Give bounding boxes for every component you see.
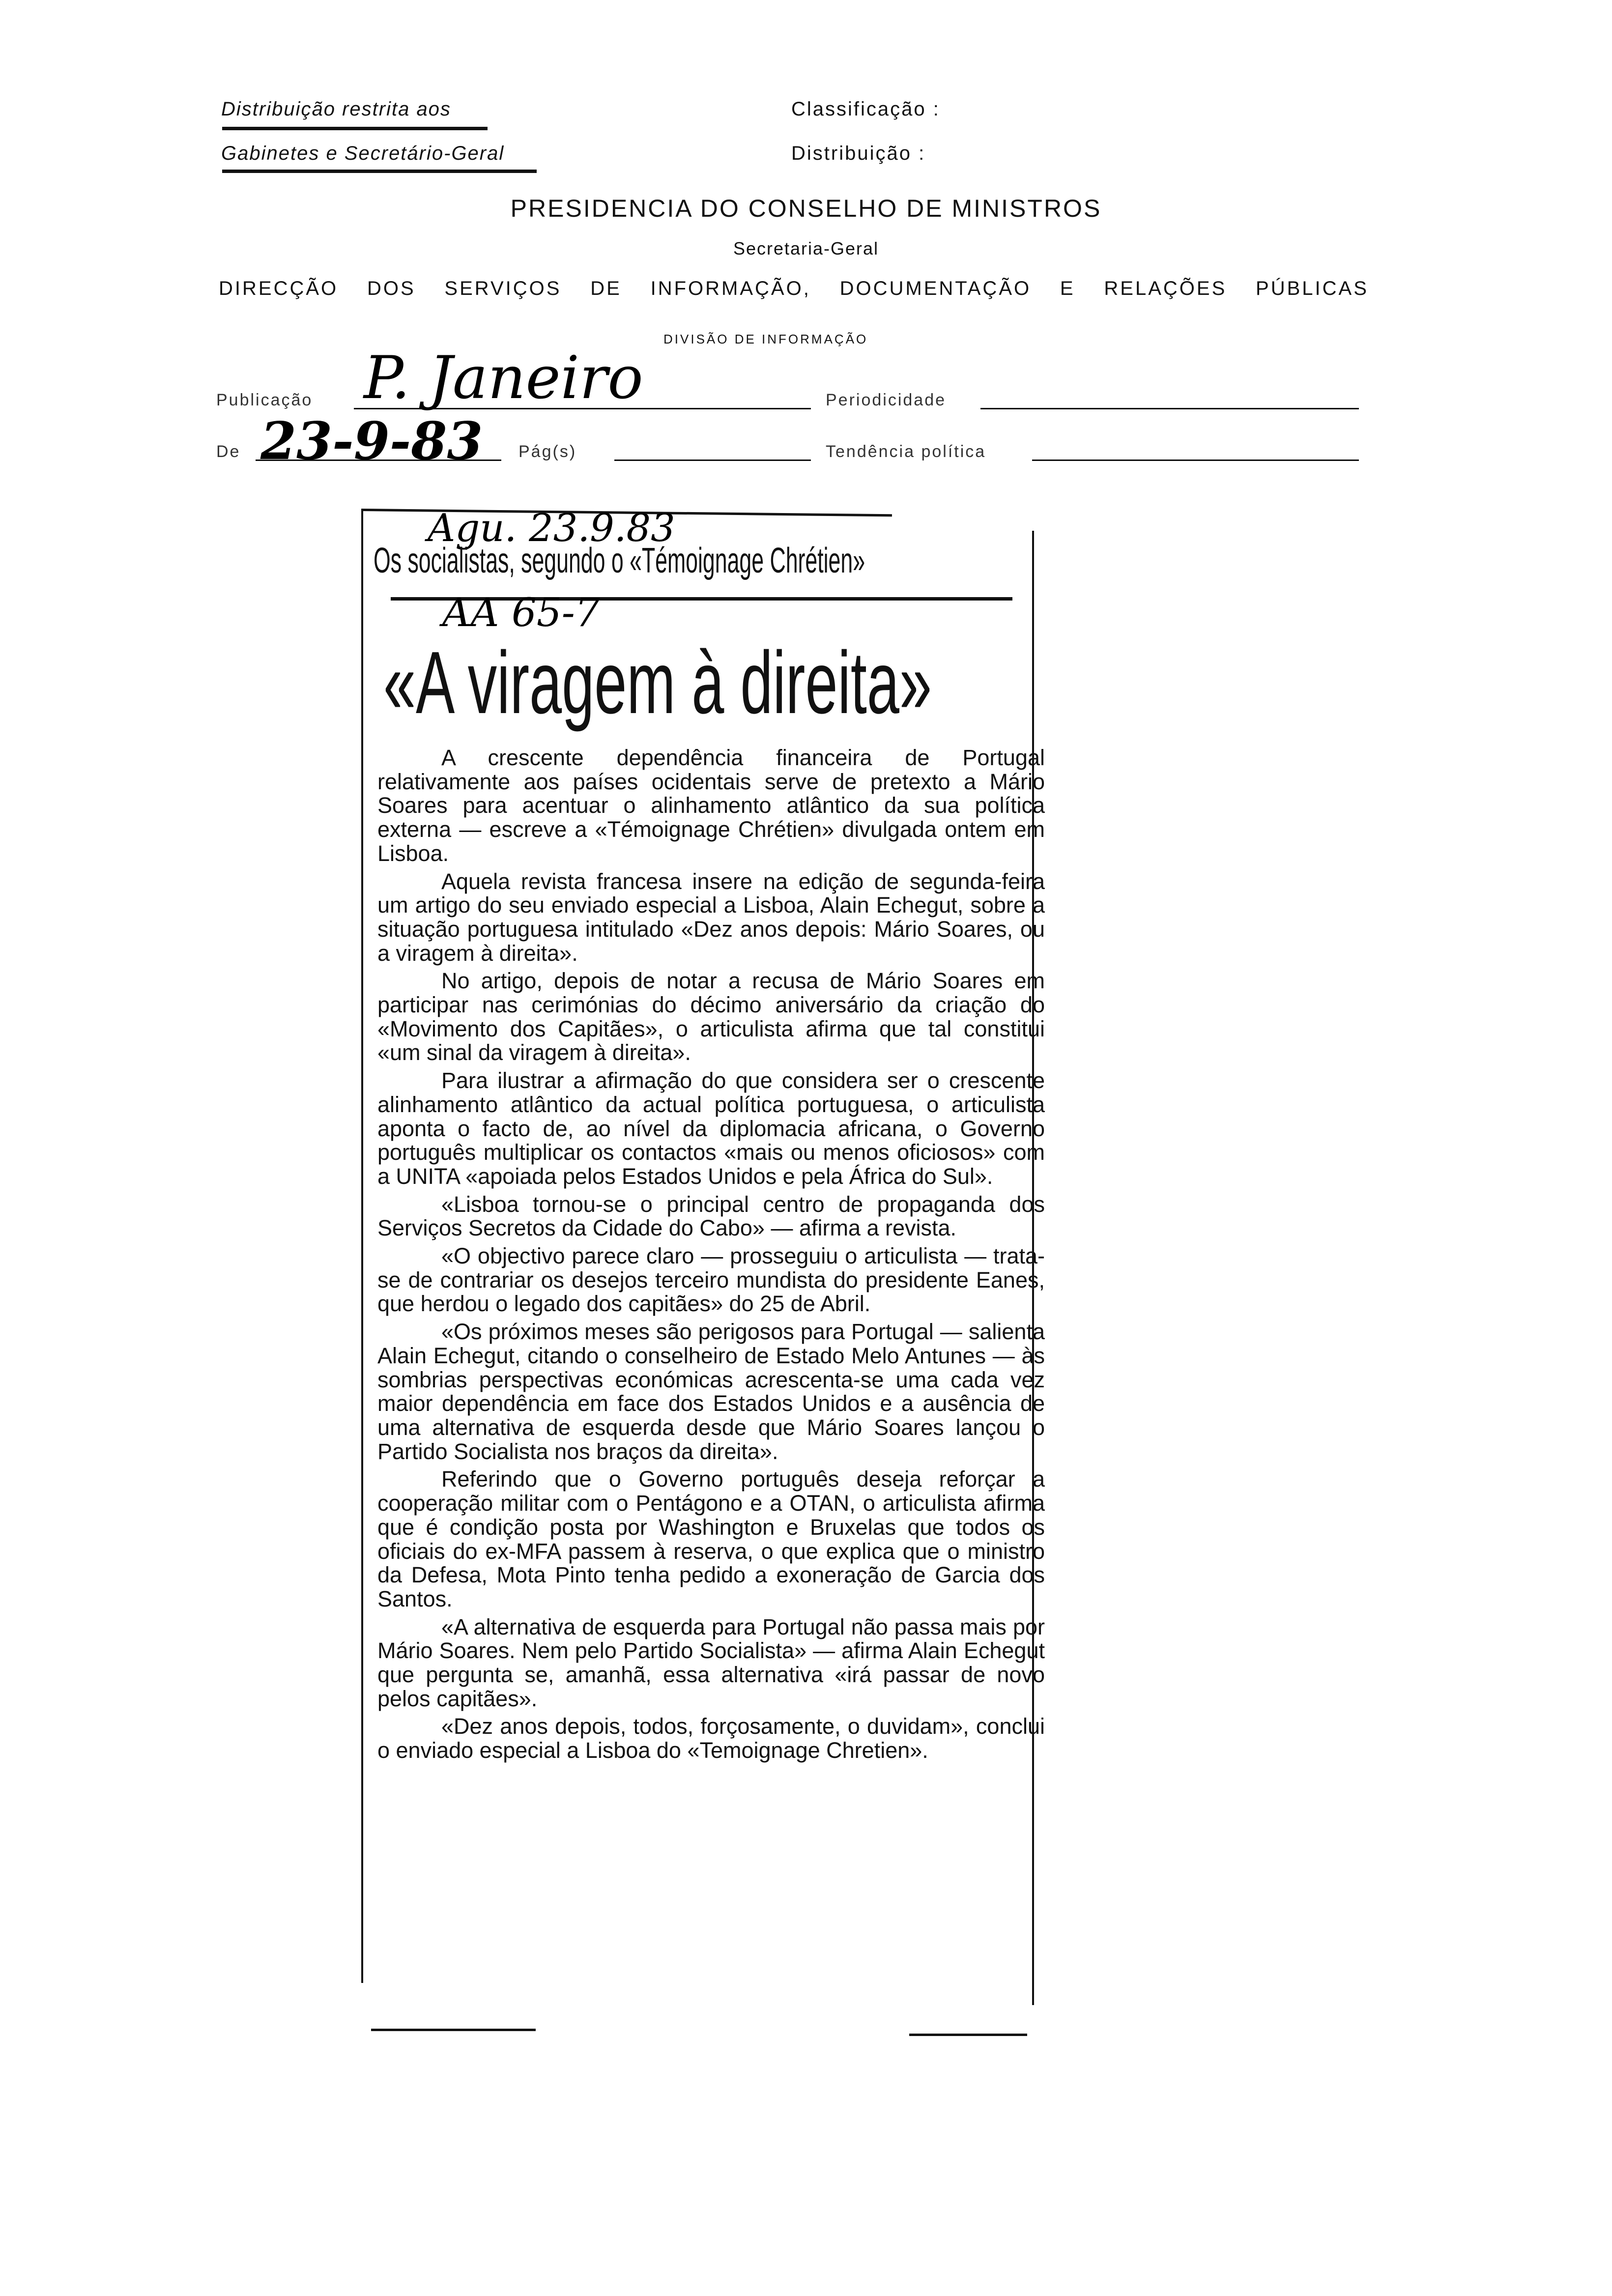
publication-value: P. Janeiro xyxy=(364,344,643,412)
date-value: 23-9-83 xyxy=(260,410,483,471)
article-paragraph: No artigo, depois de notar a recusa de Mário Soares em participar nas cerimónias do décimo aniversário da criação do «Movimento dos Capitães», o articulista afirma que tal constitui «um sinal da viragem à direita». xyxy=(377,968,1045,1065)
direction-word: INFORMAÇÃO, xyxy=(650,278,811,299)
direction-word: SERVIÇOS xyxy=(444,278,562,299)
direction-word: PÚBLICAS xyxy=(1256,278,1369,299)
pages-label: Pág(s) xyxy=(518,442,577,461)
bottom-rule-left xyxy=(371,2029,536,2031)
article-paragraph: A crescente dependência financeira de Portugal relativamente aos países ocidentais serve de pretexto a Mário Soares para acentuar o alinhamento atlântico da sua política externa — escreve a «Témoignage Chrétien» divulgada ontem em Lisboa. xyxy=(377,745,1045,866)
page-title: PRESIDENCIA DO CONSELHO DE MINISTROS xyxy=(510,195,1102,222)
article-paragraph: Aquela revista francesa insere na edição de segunda-feira um artigo do seu enviado especial a Lisboa, Alain Echegut, sobre a situação portuguesa intitulado «Dez anos depois: Mário Soares, ou a viragem à direita». xyxy=(377,868,1045,966)
article-paragraph: «O objectivo parece claro — prosseguiu o articulista — trata-se de contrariar os desejos terceiro mundista do presidente Eanes, que herdou o legado dos capitães» do 25 de Abril. xyxy=(377,1243,1045,1317)
date-label: De xyxy=(216,442,241,461)
classification-label: Classificação : xyxy=(791,98,940,120)
direction-word: DE xyxy=(590,278,622,299)
bottom-rule-right xyxy=(909,2034,1027,2036)
article-paragraph: «Lisboa tornou-se o principal centro de propaganda dos Serviços Secretos da Cidade do Cabo» — afirma a revista. xyxy=(377,1191,1045,1241)
article-body xyxy=(377,746,1045,1767)
article-paragraph: «Dez anos depois, todos, forçosamente, o duvidam», conclui o enviado especial a Lisboa do «Temoignage Chretien». xyxy=(377,1714,1045,1763)
article-paragraph: «A alternativa de esquerda para Portugal não passa mais por Mário Soares. Nem pelo Partido Socialista» — afirma Alain Echegut que pergunta se, amanhã, essa alternativa «irá passar de novo pelos capitães». xyxy=(377,1614,1045,1711)
tendency-field-line xyxy=(1032,459,1359,461)
direction-word: E xyxy=(1060,278,1075,299)
direction-line xyxy=(219,278,1369,300)
handwritten-annotation-reference: AA 65-7 xyxy=(442,590,600,635)
direction-word: DIRECÇÃO xyxy=(219,278,339,299)
periodicity-field-line xyxy=(980,408,1359,409)
periodicity-label: Periodicidade xyxy=(826,391,947,409)
distribution-restricted-line1: Distribuição restrita aos xyxy=(221,98,451,120)
publication-label: Publicação xyxy=(216,391,313,409)
article-paragraph: Referindo que o Governo português deseja reforçar a cooperação militar com o Pentágono e a OTAN, o articulista afirma que é condição posta por Washington e Bruxelas que todos os oficiais do ex-MFA passem à reserva, o que explica que o ministro da Defesa, Mota Pinto tenha pedido a exoneração de Garcia dos Santos. xyxy=(377,1466,1045,1611)
underline xyxy=(222,170,537,173)
division-label: DIVISÃO DE INFORMAÇÃO xyxy=(663,332,868,346)
direction-word: DOCUMENTAÇÃO xyxy=(839,278,1032,299)
article-headline: «A viragem à direita» xyxy=(383,633,932,732)
direction-word: DOS xyxy=(367,278,416,299)
clipping-border-left xyxy=(361,509,363,1983)
article-paragraph: «Os próximos meses são perigosos para Portugal — salienta Alain Echegut, citando o conselheiro de Estado Melo Antunes — às sombrias perspectivas económicas acrescenta-se uma cada vez maior dependência em face dos Estados Unidos e a ausência de uma alternativa de esquerda desde que Mário Soares lançou o Partido Socialista nos braços da direita». xyxy=(377,1319,1045,1464)
article-kicker: Os socialistas, segundo o «Témoignage Chrétien» xyxy=(374,541,865,580)
underline xyxy=(222,127,488,130)
tendency-label: Tendência política xyxy=(826,442,986,461)
page-subtitle: Secretaria-Geral xyxy=(733,238,879,258)
distribution-label: Distribuição : xyxy=(791,143,926,164)
distribution-restricted-line2: Gabinetes e Secretário-Geral xyxy=(221,143,505,164)
direction-word: RELAÇÕES xyxy=(1104,278,1227,299)
pages-field-line xyxy=(614,459,811,461)
article-paragraph: Para ilustrar a afirmação do que considera ser o crescente alinhamento atlântico da actual política portuguesa, o articulista aponta o facto de, ao nível da diplomacia africana, o Governo português multiplicar os contactos «mais ou menos oficiosos» com a UNITA «apoiada pelos Estados Unidos e pela África do Sul». xyxy=(377,1068,1045,1189)
handwritten-annotation-date: Agu. 23.9.83 xyxy=(428,506,675,550)
